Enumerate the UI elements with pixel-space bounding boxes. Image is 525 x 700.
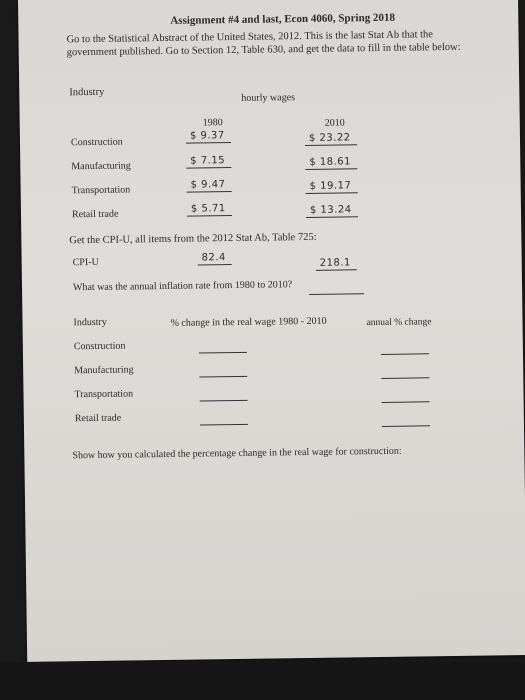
real-row-transportation: Transportation	[74, 388, 134, 401]
inflation-question: What was the annual inflation rate from 1980 to 2010?	[72, 279, 293, 294]
wage-2010-construction: $ 23.22	[305, 132, 357, 146]
pct-answer-line-retail-trade	[200, 424, 248, 426]
row-label-manufacturing: Manufacturing	[71, 160, 131, 173]
cpi-instruction: Get the CPI-U, all items from the 2012 Stat Ab, Table 725:	[69, 231, 317, 247]
real-row-construction: Construction	[73, 340, 126, 353]
wage-2010-retail-trade: $ 13.24	[306, 204, 358, 218]
assignment-title: Assignment #4 and last, Econ 4060, Spring 2018	[170, 11, 395, 27]
annual-answer-line-manufacturing	[381, 377, 429, 379]
instructions-line-2: government published. Go to Section 12, Table 630, and get the data to fill in the table below:	[66, 41, 461, 59]
inflation-answer-line	[309, 293, 364, 295]
row-label-transportation: Transportation	[71, 184, 131, 197]
cpi-label: CPI-U	[72, 256, 99, 269]
pct-answer-line-manufacturing	[199, 376, 247, 378]
cpi-1980-value: 82.4	[198, 252, 232, 265]
real-row-manufacturing: Manufacturing	[74, 364, 134, 377]
pct-change-header: % change in the real wage 1980 - 2010	[170, 315, 327, 329]
worksheet-page	[18, 0, 525, 662]
background-shadow	[0, 662, 525, 700]
show-work-instruction: Show how you calculated the percentage change in the real wage for construction:	[72, 445, 402, 462]
annual-change-header: annual % change	[366, 317, 432, 329]
row-label-construction: Construction	[70, 136, 123, 149]
wage-1980-construction: $ 9.37	[186, 130, 231, 144]
cpi-2010-value: 218.1	[316, 257, 357, 271]
hourly-wages-header: hourly wages	[241, 92, 296, 104]
wage-1980-manufacturing: $ 7.15	[186, 155, 231, 169]
industry-header: Industry	[69, 86, 105, 99]
real-row-retail-trade: Retail trade	[74, 412, 122, 425]
wage-2010-transportation: $ 19.17	[306, 180, 358, 194]
wage-1980-retail-trade: $ 5.71	[187, 203, 232, 217]
year-2010-header: 2010	[324, 117, 345, 129]
row-label-retail-trade: Retail trade	[71, 208, 119, 221]
real-wage-industry-header: Industry	[73, 316, 107, 329]
annual-answer-line-transportation	[382, 401, 430, 403]
wage-2010-manufacturing: $ 18.61	[305, 156, 357, 170]
pct-answer-line-construction	[199, 352, 247, 354]
year-1980-header: 1980	[202, 117, 223, 129]
annual-answer-line-construction	[381, 353, 429, 355]
pct-answer-line-transportation	[200, 400, 248, 402]
wage-1980-transportation: $ 9.47	[187, 179, 232, 193]
instructions-line-1: Go to the Statistical Abstract of the United States, 2012. This is the last Stat Ab that the	[66, 29, 433, 46]
annual-answer-line-retail-trade	[382, 425, 430, 427]
